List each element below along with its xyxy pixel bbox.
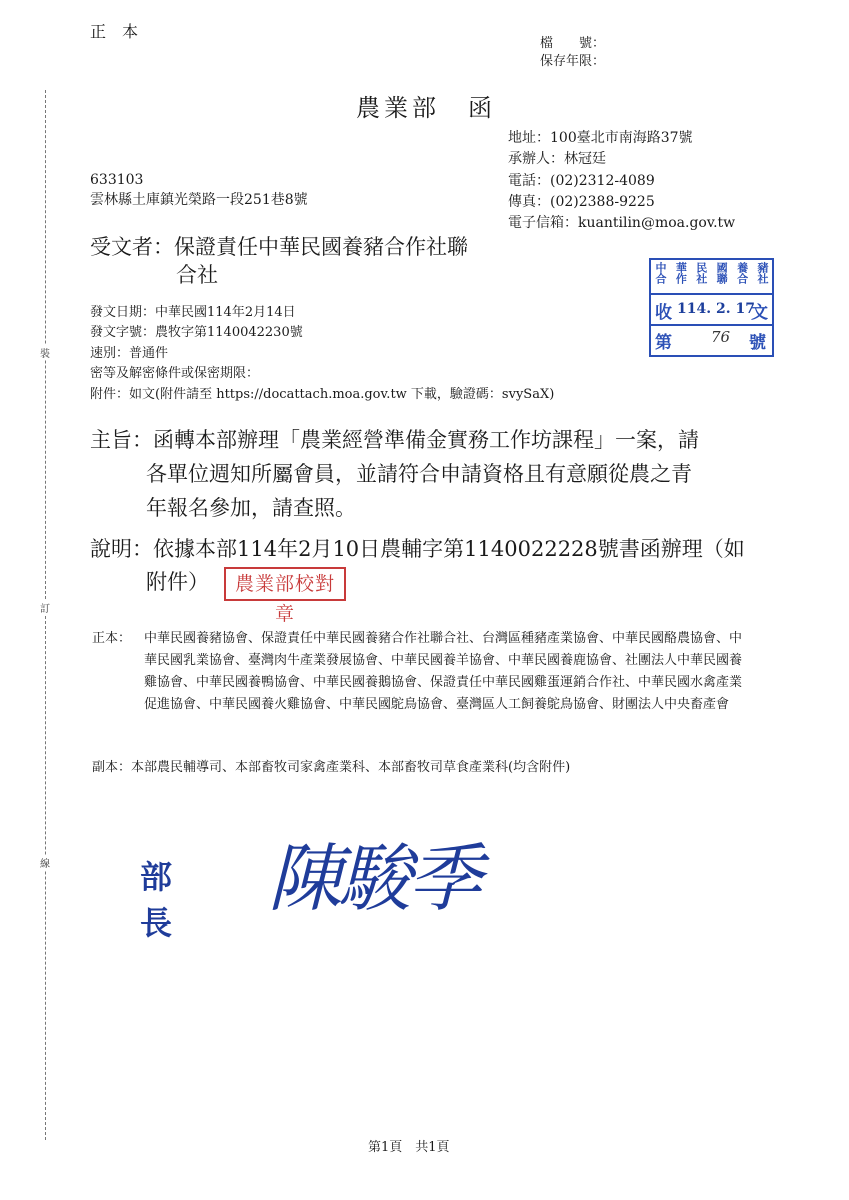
stamp-org-2: 華作 bbox=[674, 262, 688, 284]
retention-label: 保存年限： bbox=[540, 54, 606, 69]
stamp-org-1: 中合 bbox=[654, 262, 667, 284]
delivery-speed: 速別：普通件 bbox=[90, 346, 169, 361]
signature-name: 陳駿季 bbox=[268, 836, 478, 922]
stamp-org-5: 養合 bbox=[735, 262, 749, 284]
sender-phone: 電話：(02)2312-4089 bbox=[508, 173, 655, 189]
receipt-stamp bbox=[649, 258, 774, 357]
binding-margin-line bbox=[45, 90, 46, 1140]
recipient-address: 雲林縣土庫鎮光榮路一段251巷8號 bbox=[90, 192, 308, 208]
cc-main-label: 正本： bbox=[92, 631, 132, 646]
subject-line-1: 主旨：函轉本部辦理「農業經營準備金實務工作坊課程」一案，請 bbox=[90, 428, 699, 452]
recipient-postcode: 633103 bbox=[90, 172, 144, 188]
stamp-org-6: 豬社 bbox=[755, 262, 769, 284]
issue-number: 發文字號：農牧字第1140042230號 bbox=[90, 325, 303, 340]
cc-copy-recipients: 副本：本部農民輔導司、本部畜牧司家禽產業科、本部畜牧司草食產業科(均含附件) bbox=[92, 760, 571, 775]
sender-email: 電子信箱：kuantilin@moa.gov.tw bbox=[508, 215, 736, 231]
subject-line-2: 各單位週知所屬會員，並請符合申請資格且有意願從農之青 bbox=[146, 462, 692, 486]
file-number-label: 檔 號： bbox=[540, 36, 606, 51]
explanation-line-1: 說明：依據本部114年2月10日農輔字第1140022228號書函辦理（如 bbox=[90, 537, 745, 561]
stamp-number-value: 76 bbox=[711, 328, 731, 346]
issue-date: 發文日期：中華民國114年2月14日 bbox=[90, 305, 296, 320]
document-title: 農業部 函 bbox=[356, 94, 496, 122]
distribution-list bbox=[92, 628, 752, 716]
margin-mark-ding: 訂 bbox=[40, 600, 50, 615]
signature-title: 部長 bbox=[140, 858, 177, 942]
stamp-org-3: 民社 bbox=[694, 262, 708, 284]
attachment-info: 附件：如文(附件請至 https://docattach.moa.gov.tw 下載，驗證碼：svySaX) bbox=[90, 387, 555, 402]
recipient-line-2: 合社 bbox=[176, 263, 218, 287]
stamp-org-4: 國聯 bbox=[715, 262, 729, 284]
stamp-receive-suffix: 文 bbox=[751, 303, 768, 323]
proofreading-seal bbox=[224, 567, 346, 625]
stamp-number-suffix: 號 bbox=[749, 333, 766, 353]
cc-main-recipients: 中華民國養豬協會、保證責任中華民國養豬合作社聯合社、台灣區種豬產業協會、中華民國酪農協會、中華民國乳業協會、臺灣肉牛產業發展協會、中華民國養羊協會、中華民國養鹿協會、社團法人中華民國養雞協會、中華民國養鴨協會、中華民國養鵝協會、保證責任中華民國雞蛋運銷合作社、中華民國水禽產業促進協會、中華民國養火雞協會、中華民國鴕鳥協會、臺灣區人工飼養鴕鳥協會、財團法人中央畜產會 bbox=[144, 631, 743, 712]
sender-address: 地址：100臺北市南海路37號 bbox=[508, 130, 693, 146]
margin-mark-zhuang: 裝 bbox=[40, 345, 50, 360]
margin-mark-xian: 線 bbox=[40, 855, 50, 870]
stamp-receive-date: 114. 2. 17 bbox=[677, 301, 755, 317]
page-footer: 第1頁 共1頁 bbox=[368, 1140, 450, 1155]
subject-line-3: 年報名參加，請查照。 bbox=[146, 496, 356, 520]
copy-label: 正 本 bbox=[90, 22, 139, 41]
sender-fax: 傳真：(02)2388-9225 bbox=[508, 194, 655, 210]
recipient-line-1: 受文者：保證責任中華民國養豬合作社聯 bbox=[90, 235, 468, 259]
sender-handler: 承辦人：林冠廷 bbox=[508, 151, 606, 167]
explanation-line-2: 附件） bbox=[146, 570, 209, 594]
stamp-receive-label: 收 bbox=[655, 303, 672, 323]
seal-text: 農業部校對章 bbox=[234, 573, 335, 625]
secrecy-level: 密等及解密條件或保密期限： bbox=[90, 366, 260, 381]
stamp-number-label: 第 bbox=[655, 333, 672, 353]
